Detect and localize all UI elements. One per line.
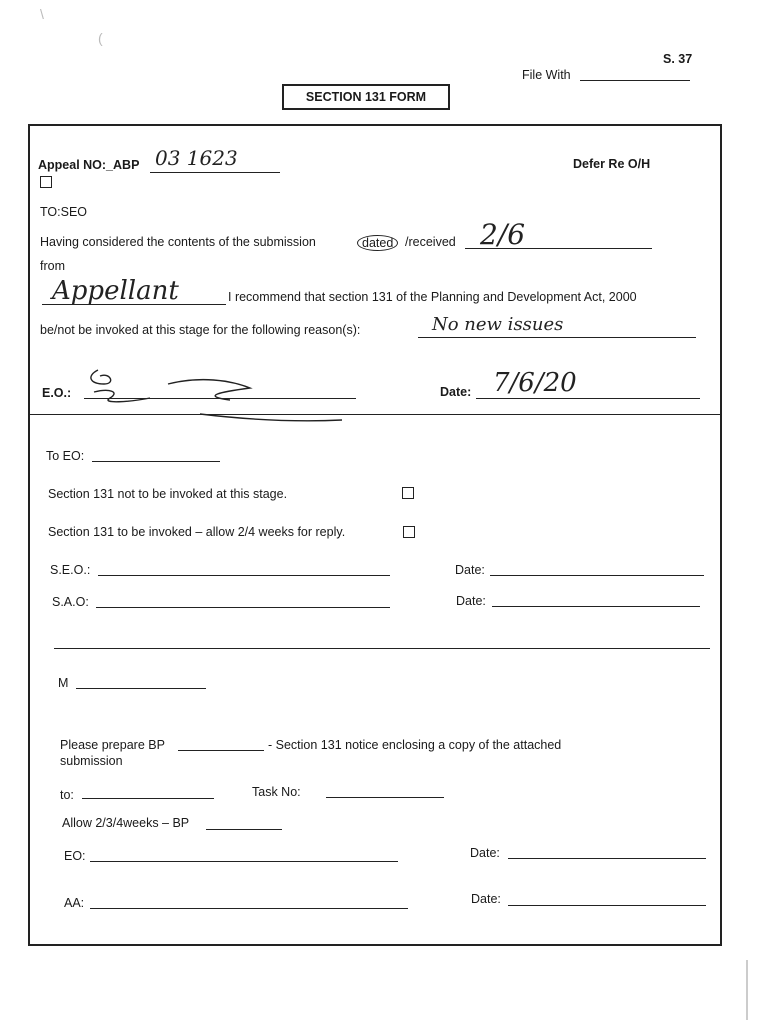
- to-label: to:: [60, 788, 74, 802]
- allow-line: [206, 829, 282, 830]
- eo-date-line: [476, 398, 700, 399]
- appeal-number-handwritten: 03 1623: [155, 146, 238, 170]
- dated-option: dated: [357, 235, 398, 251]
- form-title: SECTION 131 FORM: [282, 84, 450, 110]
- sao-date-line: [492, 606, 700, 607]
- received-date-handwritten: 2/6: [480, 218, 526, 251]
- allow-label: Allow 2/3/4weeks – BP: [62, 816, 190, 830]
- from-label: from: [40, 259, 65, 273]
- submission-text: Having considered the contents of the submission: [40, 235, 316, 249]
- aa-label: AA:: [64, 896, 85, 910]
- m-label: M: [58, 676, 69, 690]
- sao-label: S.A.O:: [52, 595, 89, 609]
- received-date-line: [465, 248, 652, 249]
- reason-handwritten: No new issues: [432, 314, 564, 335]
- eo-final-line: [90, 861, 398, 862]
- to-eo-label: To EO:: [46, 449, 85, 463]
- eo-label: E.O.:: [42, 386, 72, 400]
- seo-date-label: Date:: [455, 563, 485, 577]
- prepare-text-a: Please prepare BP: [60, 738, 165, 752]
- from-line: [42, 304, 226, 305]
- seo-line: [98, 575, 390, 576]
- from-handwritten: Appellant: [52, 276, 179, 306]
- section-divider: [30, 414, 720, 415]
- task-line: [326, 797, 444, 798]
- prepare-text-b: - Section 131 notice enclosing a copy of the attached: [268, 738, 562, 752]
- option-not-invoked-checkbox[interactable]: [402, 487, 414, 499]
- option-invoked-checkbox[interactable]: [403, 526, 415, 538]
- to-eo-line: [92, 461, 220, 462]
- seo-label: S.E.O.:: [50, 563, 91, 577]
- eo-date-handwritten: 7/6/20: [493, 368, 577, 398]
- received-label: /received: [405, 235, 456, 249]
- option-invoked-label: Section 131 to be invoked – allow 2/4 weeks for reply.: [48, 525, 346, 539]
- appeal-label: Appeal NO:_ABP: [38, 158, 140, 172]
- eo-final-date-line: [508, 858, 706, 859]
- prepare-text-c: submission: [60, 754, 123, 768]
- task-label: Task No:: [252, 785, 301, 799]
- invoked-text: be/not be invoked at this stage for the following reason(s):: [40, 323, 361, 337]
- aa-date-line: [508, 905, 706, 906]
- scan-speck: \: [40, 6, 44, 22]
- m-line: [76, 688, 206, 689]
- scan-speck: (: [98, 30, 103, 46]
- file-with-line: [580, 80, 690, 81]
- aa-line: [90, 908, 408, 909]
- reason-line: [418, 337, 696, 338]
- form-code: S. 37: [663, 52, 693, 66]
- eo-line: [84, 398, 356, 399]
- recommend-text: I recommend that section 131 of the Planning and Development Act, 2000: [228, 290, 637, 304]
- to-seo-label: TO:SEO: [40, 205, 88, 219]
- to-line: [82, 798, 214, 799]
- defer-label: Defer Re O/H: [573, 157, 651, 171]
- eo-date-label: Date:: [440, 385, 472, 399]
- appeal-checkbox[interactable]: [40, 176, 52, 188]
- eo-final-label: EO:: [64, 849, 86, 863]
- seo-date-line: [490, 575, 704, 576]
- section-divider: [54, 648, 710, 649]
- eo-final-date-label: Date:: [470, 846, 500, 860]
- prepare-bp-line: [178, 750, 264, 751]
- file-with-label: File With: [522, 68, 571, 82]
- scan-edge: [746, 960, 748, 1020]
- option-not-invoked-label: Section 131 not to be invoked at this stage.: [48, 487, 288, 501]
- eo-signature: [80, 362, 360, 428]
- aa-date-label: Date:: [471, 892, 501, 906]
- sao-line: [96, 607, 390, 608]
- appeal-number-line: [150, 172, 280, 173]
- sao-date-label: Date:: [456, 594, 486, 608]
